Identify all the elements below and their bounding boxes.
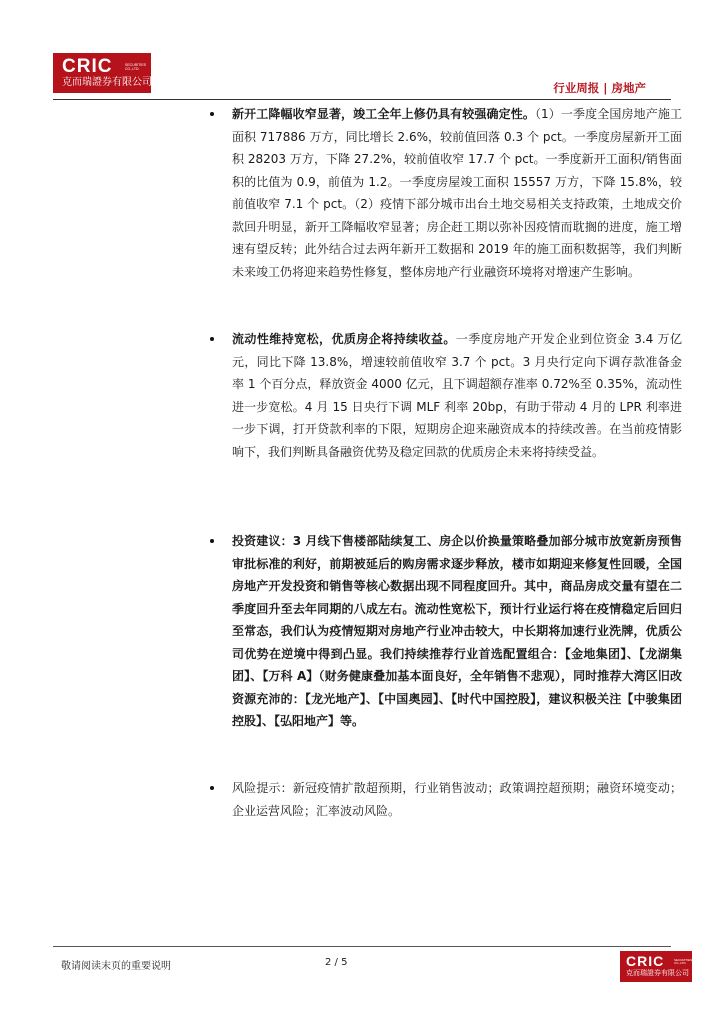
bullet-dot xyxy=(210,112,214,116)
bullet-text: 风险提示：新冠疫情扩散超预期，行业销售波动；政策调控超预期；融资环境变动；企业运营风险；汇率波动风险。 xyxy=(232,781,682,818)
bullet-dot xyxy=(210,539,214,543)
company-logo xyxy=(53,53,151,93)
logo-brand-sub: SECURITIES CO.,LTD. xyxy=(125,63,147,71)
header-divider xyxy=(53,99,671,100)
logo-brand-sub: SECURITIES CO.,LTD. xyxy=(674,958,693,965)
bullet-text: 投资建议：3 月线下售楼部陆续复工、房企以价换量策略叠加部分城市放宽新房预售审批标准的利好，前期被延后的购房需求逐步释放，楼市如期迎来修复性回暖，全国房地产开发投资和销售等核心数据出现不同程度回升。其中，商品房成交量有望在二季度回升至去年同期的八成左右。流动性宽松下，预计行业运行将在疫情稳定后回归至常态，我们认为疫情短期对房地产行业冲击较大，中长期将加速行业洗牌，优质公司优势在逆境中得到凸显。我们持续推荐行业首选配置组合：【金地集团】、【龙湖集团】、【万科 A】（财务健康叠加基本面良好，全年销售不悲观），同时推荐大湾区旧改资源充沛的：【龙光地产】、【中国奥园】、【时代中国控股】，建议积极关注【中骏集团控股】、【弘阳地产】等。 xyxy=(232,534,682,728)
bullet-lead: 流动性维持宽松，优质房企将持续收益。 xyxy=(232,332,456,346)
footer-divider xyxy=(53,946,671,947)
report-category: 行业周报 | 房地产 xyxy=(553,81,646,95)
bullet-risk xyxy=(232,777,682,822)
bullet-liquidity xyxy=(232,328,682,463)
page-number: 2 / 5 xyxy=(325,957,348,968)
bullet-investment-advice xyxy=(232,530,682,733)
logo-brand: CRIC xyxy=(62,56,113,77)
footer-company-logo xyxy=(620,951,692,982)
logo-company-name: 克而瑞證券有限公司 xyxy=(62,77,152,88)
bullet-lead: 新开工降幅收窄显著，竣工全年上修仍具有较强确定性。 xyxy=(232,107,535,121)
logo-company-name: 克而瑞證券有限公司 xyxy=(626,969,689,977)
bullet-text: （1）一季度全国房地产施工面积 717886 万方，同比增长 2.6%，较前值回落 0.3 个 pct。一季度房屋新开工面积 28203 万方，下降 27.2%，较前值收窄 17.7 个 pct。一季度新开工面积/销售面积的比值为 0.9，前值为 1.2。一季度房屋竣工面积 15557 万方，下降 15.8%，较前值收窄 7.1 个 pct。（2）疫情下部分城市出台土地交易相关支持政策，土地成交价款回升明显，新开工降幅收窄显著；房企赶工期以弥补因疫情而耽搁的进度，施工增速有望反转；此外结合过去两年新开工数据和 2019 年的施工面积数据等，我们判断未来竣工仍将迎来趋势性修复，整体房地产行业融资环境将对增速产生影响。 xyxy=(232,107,682,279)
bullet-dot xyxy=(210,337,214,341)
bullet-dot xyxy=(210,786,214,790)
bullet-text: 一季度房地产开发企业到位资金 3.4 万亿元，同比下降 13.8%，增速较前值收窄 3.7 个 pct。3 月央行定向下调存款准备金率 1 个百分点，释放资金 4000 亿元，且下调超额存准率 0.72%至 0.35%，流动性进一步宽松。4 月 15 日央行下调 MLF 利率 20bp，有助于带动 4 月的 LPR 利率进一步下调，打开贷款利率的下限，短期房企迎来融资成本的持续改善。在当前疫情影响下，我们判断具备融资优势及稳定回款的优质房企未来将持续受益。 xyxy=(232,332,682,459)
logo-brand: CRIC xyxy=(626,953,665,969)
bullet-construction xyxy=(232,103,682,283)
footer-disclaimer-note: 敬请阅读末页的重要说明 xyxy=(61,961,171,972)
